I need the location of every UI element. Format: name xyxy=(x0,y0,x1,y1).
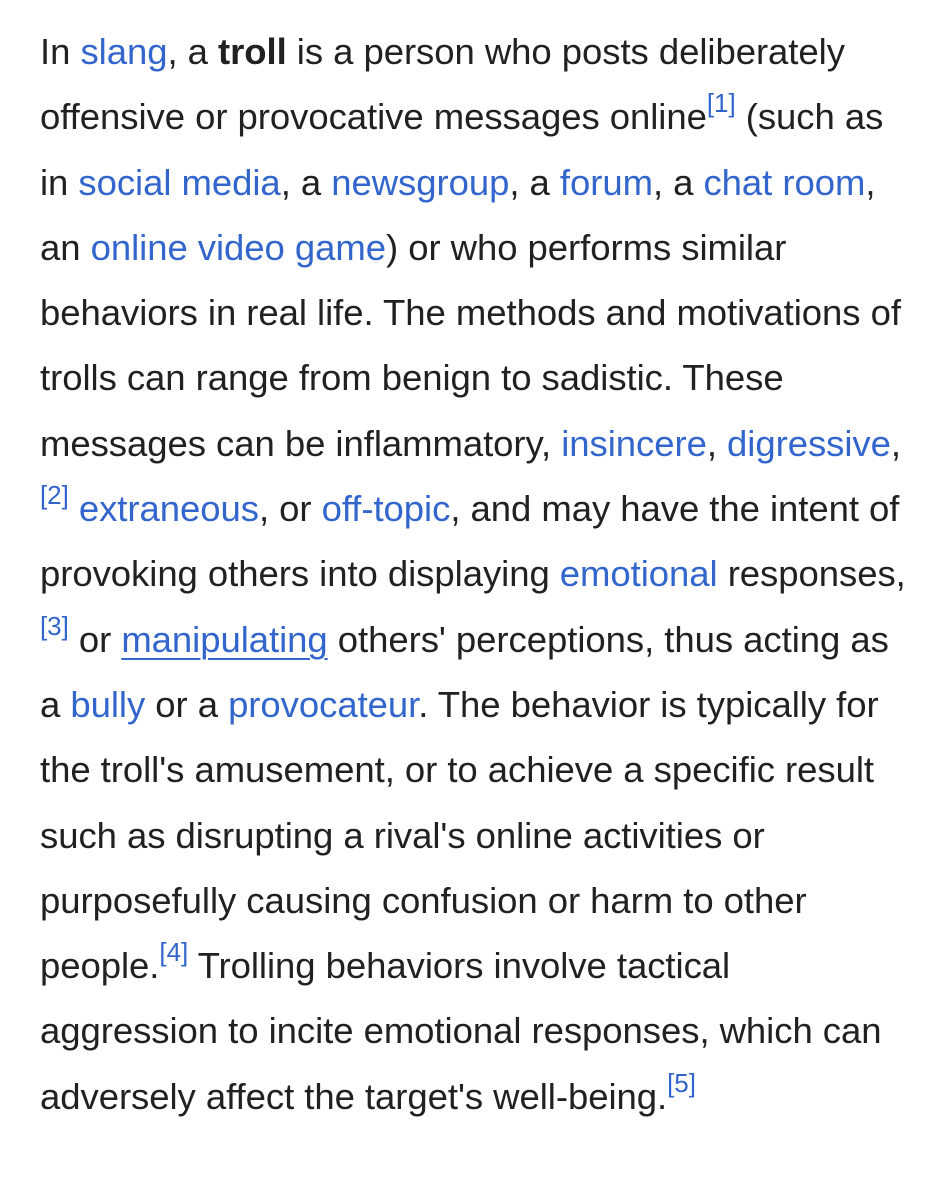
term-troll: troll xyxy=(217,31,287,72)
paragraph-text xyxy=(69,488,79,529)
paragraph-text: ) or who performs similar behaviors in real life. The methods and motivations of trolls can range from benign to sadistic. These messages can be inflammatory, xyxy=(40,226,901,464)
link-manipulating[interactable]: manipulating xyxy=(121,618,328,660)
reference-link-5[interactable]: [5] xyxy=(667,1067,696,1098)
link-social-media[interactable]: social media xyxy=(78,161,281,203)
reference-2 xyxy=(40,480,69,510)
paragraph-text: Trolling behaviors involve tactical aggression to incite emotional responses, which can adversely affect the target's well-being. xyxy=(40,945,882,1117)
paragraph-text: responses, xyxy=(717,553,906,595)
paragraph-text: , a xyxy=(167,31,218,72)
paragraph-text: . The behavior is typically for the troll's amusement, or to achieve a specific result such as disrupting a rival's online activities or purposefully causing confusion or harm to other people. xyxy=(40,683,879,987)
reference-link-3[interactable]: [3] xyxy=(40,610,69,641)
reference-link-1[interactable]: [1] xyxy=(706,88,736,119)
paragraph-text: , an xyxy=(40,161,876,268)
link-newsgroup[interactable]: newsgroup xyxy=(331,161,510,203)
paragraph-text: , and may have the intent of provoking others into displaying xyxy=(40,488,900,595)
reference-1 xyxy=(707,88,736,118)
link-insincere[interactable]: insincere xyxy=(561,422,707,464)
paragraph-text: , xyxy=(890,422,901,464)
paragraph-text: , a xyxy=(280,161,332,203)
article-paragraph xyxy=(40,19,916,1129)
reference-5 xyxy=(667,1068,696,1098)
reference-4 xyxy=(159,937,188,967)
link-bully[interactable]: bully xyxy=(70,683,146,725)
link-extraneous[interactable]: extraneous xyxy=(78,488,259,530)
link-digressive[interactable]: digressive xyxy=(727,422,891,464)
link-emotional[interactable]: emotional xyxy=(559,553,718,595)
link-slang[interactable]: slang xyxy=(80,31,168,72)
reference-link-2[interactable]: [2] xyxy=(40,479,69,510)
paragraph-text: is a person who posts deliberately offensive or provocative messages online xyxy=(40,31,845,138)
paragraph-text: In xyxy=(40,31,81,72)
link-provocateur[interactable]: provocateur xyxy=(228,683,419,725)
reference-3 xyxy=(40,611,69,641)
paragraph-text: or xyxy=(68,618,122,660)
paragraph-text: others' perceptions, thus acting as a xyxy=(40,618,889,725)
paragraph-text: , xyxy=(706,422,728,464)
link-chat-room[interactable]: chat room xyxy=(703,161,866,203)
paragraph-text: , a xyxy=(509,161,560,203)
link-online-video-game[interactable]: online video game xyxy=(90,226,387,268)
paragraph-text: , or xyxy=(258,488,322,530)
link-off-topic[interactable]: off-topic xyxy=(321,488,451,530)
paragraph-text: , a xyxy=(652,161,704,203)
paragraph-text: (such as in xyxy=(40,96,884,203)
paragraph-text: or a xyxy=(145,683,229,725)
reference-link-4[interactable]: [4] xyxy=(159,937,189,967)
link-forum[interactable]: forum xyxy=(559,161,653,203)
